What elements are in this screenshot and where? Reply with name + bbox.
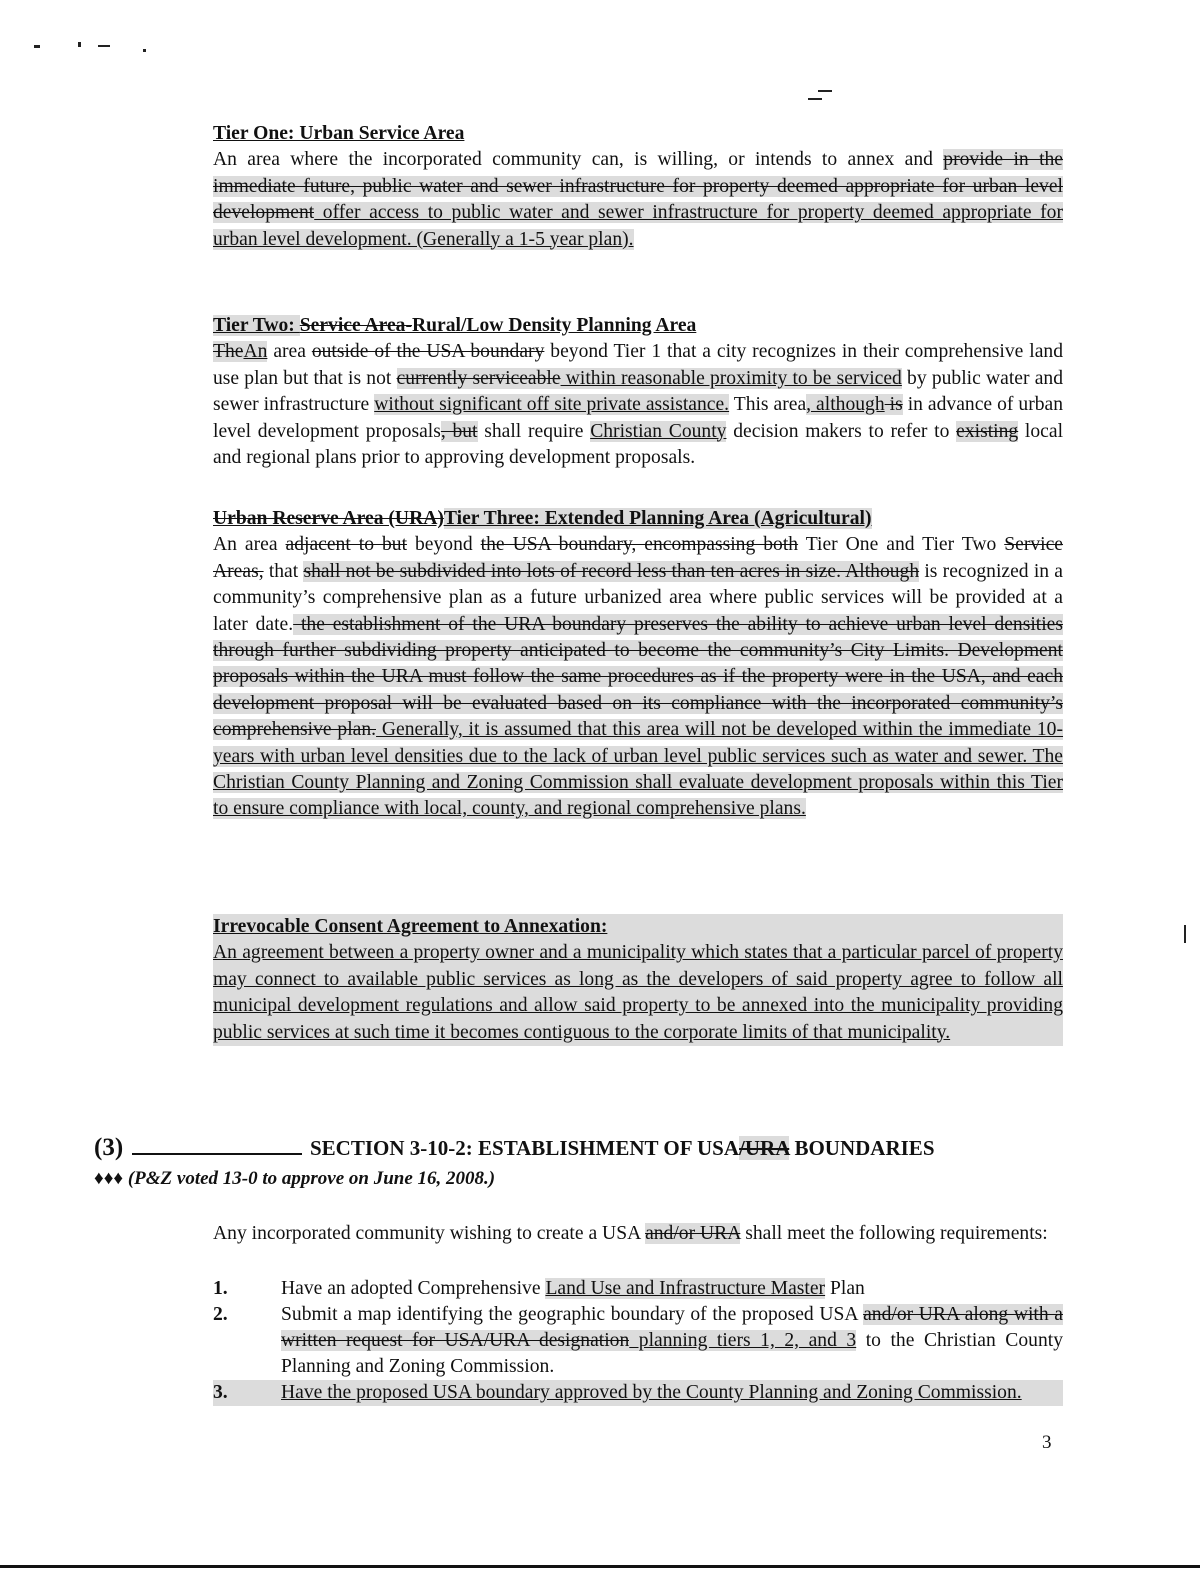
tier-three-del-subdivided: shall not be subdivided into lots of record less than ten acres in size. Although	[303, 560, 920, 582]
tier-three-del-ura: the establishment of the URA boundary preserves the ability to achieve urban level densities through further subdividing property anticipated to become the community’s City Limits. Development proposals within the URA must follow the same procedures as if the property were in the USA, and each development proposal will be evaluated based on its compliance with the incorporated community’s comprehensive plan.	[213, 613, 1063, 741]
page-number: 3	[1042, 1432, 1052, 1453]
consent-heading: Irrevocable Consent Agreement to Annexation:	[213, 914, 1063, 940]
tier-two-del-existing: existing	[956, 420, 1019, 442]
section-title-a: SECTION 3-10-2: ESTABLISHMENT OF USA	[310, 1136, 740, 1160]
tier-three-heading-rest: Tier Three: Extended Planning Area (Agricultural)	[443, 508, 872, 529]
scan-speck	[34, 45, 40, 48]
tier-one-lead: An area where the incorporated community can, is willing, or intends to annex and	[213, 149, 944, 171]
tier-two-del-but: , but	[440, 420, 478, 442]
intro-deleted: and/or URA	[645, 1223, 741, 1244]
tier-one-text	[213, 147, 1063, 253]
vote-note: ♦♦♦ (P&Z voted 13-0 to approve on June 16, 2008.)	[94, 1168, 496, 1189]
list-item-number: 1.	[213, 1278, 228, 1299]
tier-three-heading-deleted: Urban Reserve Area (URA)	[213, 508, 444, 529]
list-item	[213, 1302, 1063, 1380]
tier-one-section	[213, 121, 1063, 253]
consent-body: An agreement between a property owner and a municipality which states that a particular parcel of property may connect to available public services as long as the developers of said property agree to follow all municipal development regulations and allow said property to be annexed into the municipality providing public services at such time it becomes contiguous to the corporate limits of that municipality.	[213, 940, 1063, 1046]
tier-three-text-e: is recognized in a community’s comprehensive plan as a future urbanized area where public services will be provided at a later date.	[213, 560, 1063, 635]
list-item-text: Submit a map identifying the geographic boundary of the proposed USA	[281, 1304, 864, 1325]
tier-two-del-currently: currently serviceable	[396, 367, 561, 389]
tier-one-deleted: provide in the immediate future, public water and sewer infrastructure for property deemed appropriate for urban level development	[213, 149, 1064, 224]
scan-speck	[818, 90, 832, 92]
tier-three-text-a: An area	[213, 534, 286, 556]
section-blank-line	[132, 1135, 302, 1155]
scan-speck	[98, 45, 110, 47]
tier-three-text-b: beyond	[407, 534, 481, 556]
section-heading	[94, 1134, 1094, 1162]
intro-text-b: shall meet the following requirements:	[740, 1223, 1048, 1244]
tier-three-heading	[213, 506, 1063, 532]
list-item-inserted: Have the proposed USA boundary approved by the County Planning and Zoning Commission.	[281, 1382, 1022, 1403]
list-item-text: to the Christian County Planning and Zoning Commission.	[281, 1330, 1064, 1377]
tier-two-section	[213, 313, 1063, 471]
list-item-inserted: Land Use and Infrastructure Master	[545, 1278, 826, 1299]
tier-two-ins-county: Christian County	[590, 420, 727, 442]
tier-two-text-c: by public water and sewer infrastructure	[213, 367, 1063, 416]
scan-edge-line	[0, 1565, 1200, 1568]
tier-one-heading: Tier One: Urban Service Area	[213, 123, 465, 144]
tier-three-del-usa: the USA boundary, encompassing both	[480, 534, 799, 556]
tier-two-heading-rest: Rural/Low Density Planning Area	[412, 315, 697, 336]
list-item-number: 2.	[213, 1304, 228, 1325]
section-title-deleted: /URA	[739, 1136, 790, 1160]
tier-two-ins-an: An	[243, 341, 268, 363]
tier-two-heading	[213, 313, 1063, 339]
tier-two-text-f: shall require	[477, 420, 591, 442]
scan-speck	[1184, 925, 1186, 943]
tier-three-text-c: Tier One and Tier Two	[798, 534, 1005, 556]
scan-speck	[143, 49, 146, 52]
tier-two-text-g: decision makers to refer to	[726, 420, 957, 442]
tier-three-text-d: that	[263, 560, 304, 582]
list-item-text: Plan	[825, 1278, 865, 1299]
tier-three-del-adjacent: adjacent to but	[285, 534, 408, 556]
tier-three-del-service: Service Areas,	[213, 534, 1064, 582]
tier-two-ins-although: , although	[806, 394, 885, 416]
scan-speck	[808, 98, 822, 100]
tier-two-del-the: The	[213, 341, 244, 363]
tier-two-ins-proximity: within reasonable proximity to be serviced	[560, 367, 902, 389]
tier-two-heading-deleted: Service Area-	[299, 315, 412, 336]
requirements-intro	[213, 1221, 1063, 1246]
section-title-b: BOUNDARIES	[789, 1136, 935, 1160]
tier-three-ins-generally: Generally, it is assumed that this area will not be developed within the immediate 10-years with urban level densities due to the lack of urban level public services such as water and sewer. The Christian County Planning and Zoning Commission shall evaluate development proposals within this Tier to ensure compliance with local, county, and regional comprehensive plans.	[213, 719, 1064, 820]
tier-three-text	[213, 532, 1063, 822]
tier-two-del-is: is	[884, 394, 903, 416]
list-item	[213, 1276, 1063, 1302]
requirements-list	[213, 1276, 1063, 1406]
tier-two-ins-offsite: without significant off site private assistance.	[374, 394, 730, 416]
list-item-deleted: and/or URA along with a written request for USA/URA designation	[281, 1304, 1063, 1351]
tier-two-text-e: in advance of urban level development proposals	[213, 394, 1064, 442]
list-item	[213, 1380, 1063, 1406]
tier-two-text-a: area	[267, 341, 312, 363]
scan-speck	[78, 42, 81, 47]
consent-section	[213, 914, 1063, 1046]
tier-one-inserted: offer access to public water and sewer infrastructure for property deemed appropriate for urban level development. (Generally a 1-5 year plan).	[213, 202, 1063, 250]
tier-three-section	[213, 506, 1063, 823]
tier-two-text	[213, 339, 1063, 471]
tier-two-heading-prefix: Tier Two:	[213, 315, 300, 336]
list-item-number: 3.	[213, 1382, 228, 1403]
tier-two-text-b: beyond Tier 1 that a city recognizes in their comprehensive land use plan but that is not	[213, 341, 1063, 389]
tier-two-text-d: This area	[729, 394, 807, 416]
list-item-text: Have an adopted Comprehensive	[281, 1278, 546, 1299]
list-item-inserted: planning tiers 1, 2, and 3	[629, 1330, 857, 1351]
tier-two-text-h: local and regional plans prior to approving development proposals.	[213, 420, 1064, 469]
section-number: (3)	[94, 1134, 124, 1161]
tier-two-del-outside: outside of the USA boundary	[311, 341, 545, 363]
intro-text-a: Any incorporated community wishing to create a USA	[213, 1223, 646, 1244]
